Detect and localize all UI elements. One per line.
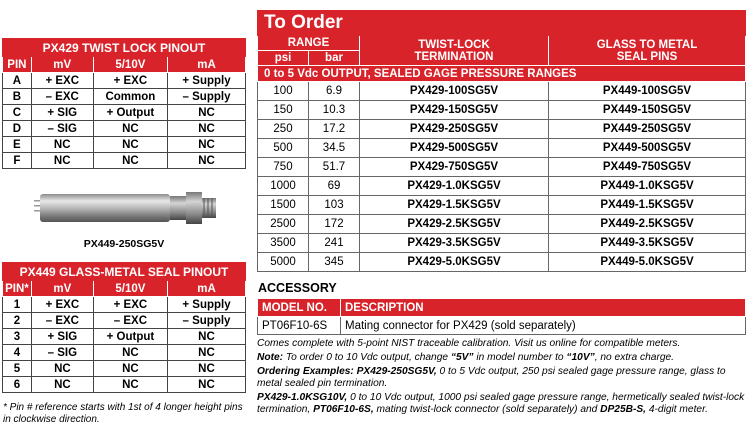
psi-cell: 150 (258, 101, 309, 120)
example-text: 0 to 10 Vdc output, 1000 psi sealed gage pressure range, hermetically sealed twist-lock termination, (257, 392, 745, 415)
psi-cell: 3500 (258, 234, 309, 253)
psi-header: psi (258, 51, 309, 66)
pin-cell: C (3, 105, 32, 121)
column-header-5-10v: 5/10V (93, 57, 167, 73)
pin-footnote: * Pin # reference starts with 1st of 4 longer height pins in clockwise direction. (3, 402, 243, 425)
mv-cell: + EXC (31, 73, 93, 89)
example-model: PX429-1.0KSG10V, (257, 392, 348, 403)
mv-cell: – SIG (31, 121, 93, 137)
table-row (258, 177, 746, 196)
note-text: in model number to (473, 352, 567, 363)
ma-cell: NC (167, 361, 245, 377)
bar-cell: 241 (309, 234, 360, 253)
glass-seal-model: PX449-1.5KSG5V (549, 196, 746, 215)
volt-cell: Common (93, 89, 167, 105)
table-row (258, 215, 746, 234)
psi-cell: 750 (258, 158, 309, 177)
volt-cell: NC (93, 377, 167, 393)
glass-seal-header (549, 36, 746, 66)
px429-pinout-header-row (3, 57, 246, 73)
example-text: 4-digit meter. (646, 404, 708, 415)
column-header-pin: PIN* (3, 281, 32, 297)
ma-cell: NC (168, 137, 246, 153)
px449-pinout-title: PX449 GLASS-METAL SEAL PINOUT (3, 263, 246, 281)
order-header-row (258, 36, 746, 51)
table-row (3, 297, 246, 313)
ma-cell: NC (168, 153, 246, 169)
range-header: RANGE (258, 36, 360, 51)
table-row (258, 196, 746, 215)
mv-cell: + SIG (31, 105, 93, 121)
twist-lock-header-line1: TWIST-LOCK (418, 38, 490, 51)
px449-pinout-table (2, 262, 246, 393)
pin-cell: 1 (3, 297, 32, 313)
order-title-row (258, 11, 746, 36)
accessory-description: Mating connector for PX429 (sold separately) (341, 317, 746, 335)
pin-cell: D (3, 121, 32, 137)
pin-cell: B (3, 89, 32, 105)
accessory-title: ACCESSORY (258, 281, 337, 295)
bar-header: bar (309, 51, 360, 66)
glass-seal-model: PX449-500SG5V (549, 139, 746, 158)
px429-pinout-table (2, 38, 246, 169)
glass-seal-model: PX449-5.0KSG5V (549, 253, 746, 272)
volt-cell: + EXC (93, 73, 167, 89)
psi-cell: 100 (258, 82, 309, 101)
table-row (3, 89, 246, 105)
twist-lock-model: PX429-2.5KSG5V (360, 215, 549, 234)
bar-cell: 10.3 (309, 101, 360, 120)
sensor-caption: PX449-250SG5V (83, 238, 165, 250)
twist-lock-header (360, 36, 549, 66)
table-row (258, 158, 746, 177)
twist-lock-model: PX429-100SG5V (360, 82, 549, 101)
twist-lock-model: PX429-3.5KSG5V (360, 234, 549, 253)
table-row (3, 361, 246, 377)
table-row (258, 101, 746, 120)
table-row (3, 73, 246, 89)
ma-cell: – Supply (167, 313, 245, 329)
table-row (3, 313, 246, 329)
pin-cell: A (3, 73, 32, 89)
ma-cell: + Supply (167, 297, 245, 313)
twist-lock-model: PX429-500SG5V (360, 139, 549, 158)
calibration-note: Comes complete with 5-point NIST traceable calibration. Visit us online for compatible meters. (257, 338, 681, 349)
accessory-model: PT06F10-6S (258, 317, 341, 335)
column-header-ma: mA (167, 281, 245, 297)
twist-lock-header-line2: TERMINATION (414, 50, 494, 63)
mv-cell: + EXC (31, 297, 93, 313)
table-row (3, 377, 246, 393)
volt-cell: NC (93, 361, 167, 377)
glass-seal-header-line2: SEAL PINS (616, 50, 678, 63)
pin-cell: 4 (3, 345, 32, 361)
note-text: To order 0 to 10 Vdc output, change (283, 352, 451, 363)
bar-cell: 34.5 (309, 139, 360, 158)
px449-pinout-header-row (3, 281, 246, 297)
column-header-mv: mV (31, 57, 93, 73)
ma-cell: NC (167, 345, 245, 361)
glass-seal-model: PX449-1.0KSG5V (549, 177, 746, 196)
example-model: PT06F10-6S, (313, 404, 374, 415)
bar-cell: 69 (309, 177, 360, 196)
ma-cell: NC (168, 121, 246, 137)
glass-seal-model: PX449-3.5KSG5V (549, 234, 746, 253)
glass-seal-model: PX449-750SG5V (549, 158, 746, 177)
glass-seal-model: PX449-250SG5V (549, 120, 746, 139)
px429-pinout-title: PX429 TWIST LOCK PINOUT (3, 39, 246, 57)
ordering-example-2 (257, 392, 749, 416)
column-header-mv: mV (31, 281, 93, 297)
table-row (258, 253, 746, 272)
example-text: 0 to 5 Vdc output, 250 psi sealed gage pressure range, glass to metal sealed pin termination. (257, 366, 726, 389)
column-header-description: DESCRIPTION (341, 299, 746, 317)
pin-cell: 3 (3, 329, 32, 345)
volt-cell: NC (93, 153, 167, 169)
column-header-ma: mA (168, 57, 246, 73)
table-row (258, 82, 746, 101)
psi-cell: 1000 (258, 177, 309, 196)
glass-seal-model: PX449-150SG5V (549, 101, 746, 120)
table-row (3, 153, 246, 169)
note-10v: “10V” (566, 352, 595, 363)
mv-cell: + SIG (31, 329, 93, 345)
mv-cell: – EXC (31, 313, 93, 329)
column-header-model-no: MODEL NO. (258, 299, 341, 317)
volt-cell: + Output (93, 329, 167, 345)
order-title: To Order (258, 11, 746, 36)
accessory-table (257, 298, 746, 335)
notes-block (257, 338, 749, 418)
table-row (3, 137, 246, 153)
volt-cell: NC (93, 345, 167, 361)
pin-cell: 6 (3, 377, 32, 393)
column-header-5-10v: 5/10V (93, 281, 167, 297)
mv-cell: NC (31, 361, 93, 377)
pressure-transducer-image (30, 186, 220, 230)
table-row (3, 345, 246, 361)
table-row (258, 317, 746, 335)
volt-cell: NC (93, 137, 167, 153)
glass-seal-header-line1: GLASS TO METAL (596, 38, 698, 51)
mv-cell: – EXC (31, 89, 93, 105)
bar-cell: 172 (309, 215, 360, 234)
order-section-label: 0 to 5 Vdc OUTPUT, SEALED GAGE PRESSURE RANGES (258, 66, 746, 82)
volt-cell: – EXC (93, 313, 167, 329)
pin-cell: E (3, 137, 32, 153)
example-model: DP25B-S, (600, 404, 647, 415)
order-section-row (258, 66, 746, 82)
table-row (3, 329, 246, 345)
bar-cell: 17.2 (309, 120, 360, 139)
twist-lock-model: PX429-250SG5V (360, 120, 549, 139)
bar-cell: 6.9 (309, 82, 360, 101)
table-row (3, 121, 246, 137)
table-row (258, 120, 746, 139)
accessory-header-row (258, 299, 746, 317)
example-text: mating twist-lock connector (sold separately) and (373, 404, 601, 415)
psi-cell: 1500 (258, 196, 309, 215)
table-row (3, 105, 246, 121)
bar-cell: 51.7 (309, 158, 360, 177)
bar-cell: 103 (309, 196, 360, 215)
table-row (258, 139, 746, 158)
twist-lock-model: PX429-1.5KSG5V (360, 196, 549, 215)
volt-cell: NC (93, 121, 167, 137)
twist-lock-model: PX429-150SG5V (360, 101, 549, 120)
twist-lock-model: PX429-5.0KSG5V (360, 253, 549, 272)
ma-cell: NC (167, 377, 245, 393)
glass-seal-model: PX449-2.5KSG5V (549, 215, 746, 234)
twist-lock-model: PX429-1.0KSG5V (360, 177, 549, 196)
volt-cell: + EXC (93, 297, 167, 313)
psi-cell: 500 (258, 139, 309, 158)
ma-cell: + Supply (168, 73, 246, 89)
pin-cell: F (3, 153, 32, 169)
psi-cell: 250 (258, 120, 309, 139)
ma-cell: NC (167, 329, 245, 345)
mv-cell: NC (31, 377, 93, 393)
table-row (258, 234, 746, 253)
pin-cell: 5 (3, 361, 32, 377)
mv-cell: NC (31, 137, 93, 153)
note-text: , no extra charge. (594, 352, 675, 363)
mv-cell: – SIG (31, 345, 93, 361)
px449-pinout-title-row (3, 263, 246, 281)
order-table (257, 10, 746, 272)
px429-pinout-title-row (3, 39, 246, 57)
glass-seal-model: PX449-100SG5V (549, 82, 746, 101)
example-label: Ordering Examples: PX429-250SG5V, (257, 366, 437, 377)
ordering-example-1 (257, 366, 749, 390)
psi-cell: 5000 (258, 253, 309, 272)
twist-lock-model: PX429-750SG5V (360, 158, 549, 177)
bar-cell: 345 (309, 253, 360, 272)
note-5v: “5V” (450, 352, 474, 363)
volt-cell: + Output (93, 105, 167, 121)
ma-cell: – Supply (168, 89, 246, 105)
note-label: Note: (257, 352, 284, 363)
ma-cell: NC (168, 105, 246, 121)
vdc-note (257, 352, 749, 364)
mv-cell: NC (31, 153, 93, 169)
pin-cell: 2 (3, 313, 32, 329)
psi-cell: 2500 (258, 215, 309, 234)
column-header-pin: PIN (3, 57, 32, 73)
